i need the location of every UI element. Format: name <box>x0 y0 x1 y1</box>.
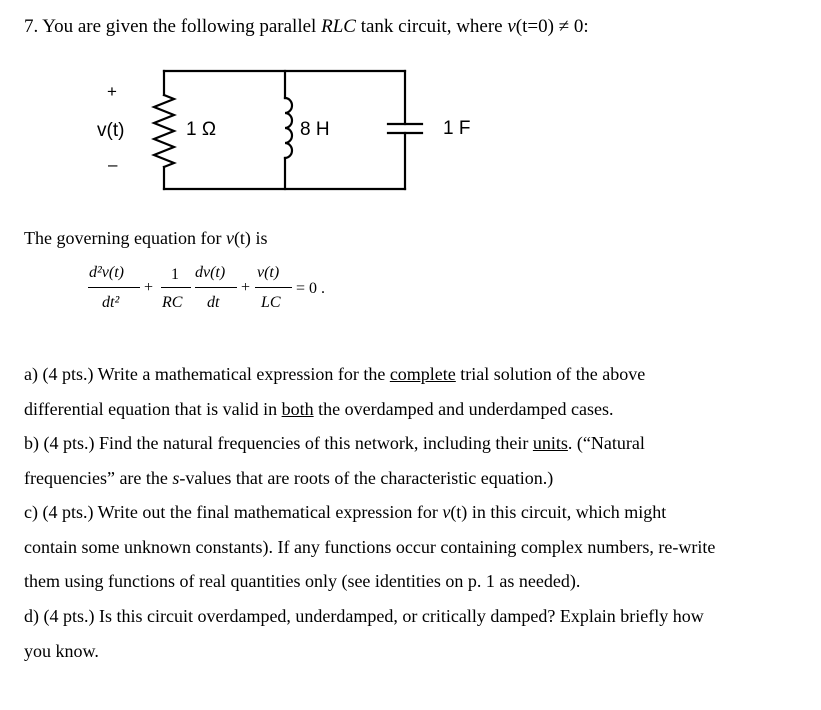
inductor-symbol <box>285 98 292 158</box>
capacitor-label: 1 F <box>443 118 471 139</box>
minus-sign: – <box>108 155 118 174</box>
part-d-line1: d) (4 pts.) Is this circuit overdamped, underdamped, or critically damped? Explain briefly how <box>24 606 704 626</box>
part-b-underline-units: units <box>532 433 568 453</box>
part-c-line1-pre: c) (4 pts.) Write out the final mathematical expression for <box>24 502 438 522</box>
rlc-label: RLC <box>321 16 356 37</box>
eq-den2b: dt <box>207 294 220 311</box>
eq-num2b: dv(t) <box>195 264 226 281</box>
part-a-line1 <box>24 362 645 386</box>
inductor-label: 8 H <box>300 119 330 140</box>
cond-rest: =0) ≠ 0: <box>527 16 589 37</box>
part-b-line1-pre: b) (4 pts.) Find the natural frequencies of this network, including their <box>24 433 529 453</box>
problem-number: 7. <box>24 16 39 37</box>
voltage-label: v(t) <box>97 120 125 141</box>
part-a-line2-pre: differential equation that is valid in <box>24 399 278 419</box>
resistor-symbol <box>154 95 174 167</box>
part-c-line2: contain some unknown constants). If any functions occur containing complex numbers, re-write <box>24 537 716 557</box>
part-a-underline-both: both <box>281 399 314 419</box>
eq-den1: dt² <box>102 294 120 311</box>
eq-plus2: + <box>241 279 251 296</box>
eq-den2a: RC <box>162 294 183 311</box>
eq-fracline2a <box>161 287 191 288</box>
part-c-line1 <box>24 500 666 524</box>
eq-num1: d²v(t) <box>89 264 124 281</box>
part-a-line1-post: trial solution of the above <box>460 364 646 384</box>
part-b-line2-post: -values that are roots of the characteristic equation.) <box>179 468 554 488</box>
cond-t: (t <box>515 16 528 37</box>
eq-den3: LC <box>261 294 281 311</box>
governing-text <box>24 226 267 250</box>
cond-v: v <box>507 16 516 37</box>
eq-num2a: 1 <box>171 266 179 283</box>
part-c-line1-post: in this circuit, which might <box>471 502 667 522</box>
part-a-line2-post: the overdamped and underdamped cases. <box>318 399 614 419</box>
part-a-underline-complete: complete <box>389 364 456 384</box>
eq-num3: v(t) <box>257 264 280 281</box>
eq-fracline1 <box>88 287 140 288</box>
governing-v: v <box>225 228 234 248</box>
part-c-t: (t) <box>450 502 468 522</box>
plus-sign: + <box>107 82 117 101</box>
part-b-s: s <box>172 468 180 488</box>
part-b-line1-post: . (“Natural <box>567 433 645 453</box>
part-c-v: v <box>442 502 451 522</box>
part-c-line3: them using functions of real quantities only (see identities on p. 1 as needed). <box>24 571 581 591</box>
part-b-line1 <box>24 431 645 455</box>
part-b-line2 <box>24 466 553 490</box>
part-d-line2: you know. <box>24 641 99 661</box>
problem-intro-mid: tank circuit, where <box>360 16 503 37</box>
resistor-label: 1 Ω <box>186 119 217 140</box>
eq-fracline3 <box>255 287 292 288</box>
governing-lead: The governing equation for <box>24 228 222 248</box>
governing-is: is <box>255 228 268 248</box>
eq-plus1: + <box>144 279 154 296</box>
part-b-line2-pre: frequencies” are the <box>24 468 168 488</box>
governing-t: (t) <box>233 228 251 248</box>
part-a-line2 <box>24 397 614 421</box>
eq-fracline2b <box>195 287 237 288</box>
part-a-line1-pre: a) (4 pts.) Write a mathematical expression for the <box>24 364 386 384</box>
problem-intro: You are given the following parallel <box>42 16 317 37</box>
eq-rhs: = 0 . <box>296 280 326 297</box>
